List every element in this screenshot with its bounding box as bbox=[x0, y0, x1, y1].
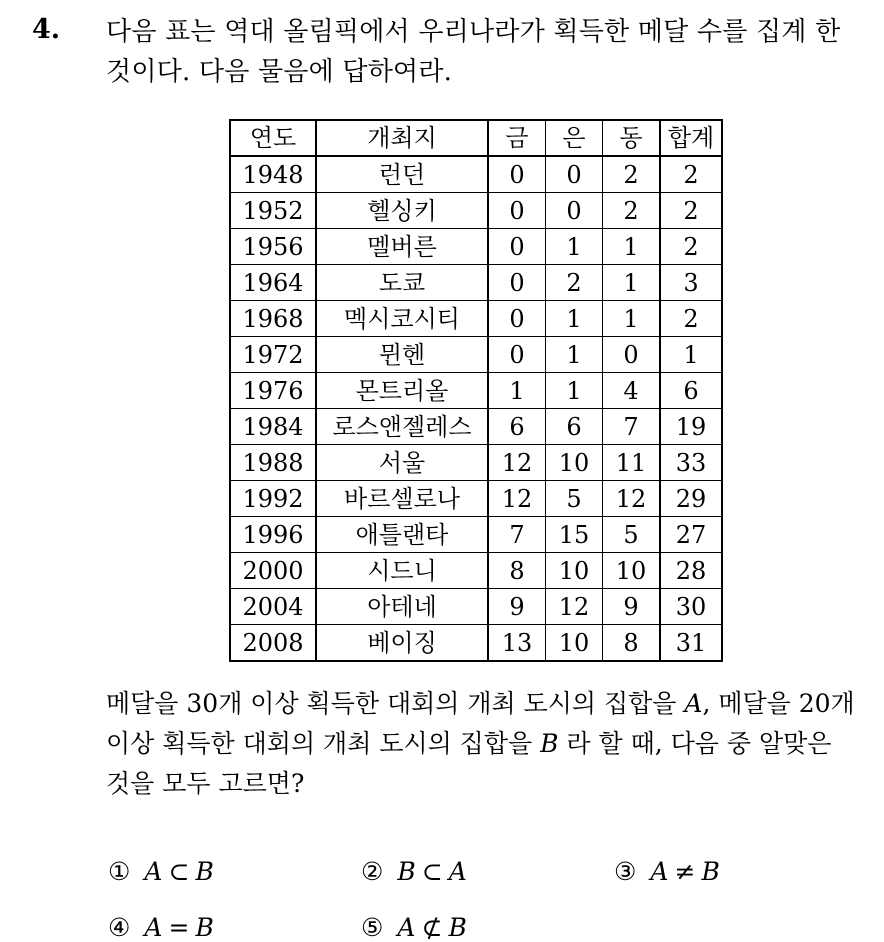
cell-year: 1948 bbox=[230, 156, 316, 193]
cell-bronze: 1 bbox=[603, 301, 661, 337]
cell-gold: 0 bbox=[488, 156, 546, 193]
cell-silver: 1 bbox=[546, 373, 603, 409]
cell-total: 33 bbox=[660, 445, 722, 481]
table-row bbox=[230, 481, 722, 517]
choice-5[interactable] bbox=[361, 913, 467, 942]
choice-left: A bbox=[144, 857, 163, 886]
table-row bbox=[230, 301, 722, 337]
choice-4[interactable] bbox=[108, 913, 214, 942]
cell-gold: 9 bbox=[488, 589, 546, 625]
header-bronze: 동 bbox=[603, 120, 661, 156]
table-row bbox=[230, 193, 722, 229]
cell-bronze: 11 bbox=[603, 445, 661, 481]
cell-city: 뮌헨 bbox=[316, 337, 488, 373]
cell-year: 2000 bbox=[230, 553, 316, 589]
choice-operator: ⊂ bbox=[421, 857, 443, 886]
cell-total: 2 bbox=[660, 229, 722, 265]
medal-table bbox=[229, 119, 723, 662]
cell-gold: 1 bbox=[488, 373, 546, 409]
choice-right: B bbox=[195, 857, 214, 886]
cell-total: 30 bbox=[660, 589, 722, 625]
cell-bronze: 4 bbox=[603, 373, 661, 409]
condition-text: 메달을 30개 이상 획득한 대회의 개최 도시의 집합을 bbox=[106, 689, 685, 718]
cell-year: 1976 bbox=[230, 373, 316, 409]
cell-total: 29 bbox=[660, 481, 722, 517]
cell-year: 1964 bbox=[230, 265, 316, 301]
cell-silver: 1 bbox=[546, 229, 603, 265]
cell-gold: 6 bbox=[488, 409, 546, 445]
cell-silver: 1 bbox=[546, 337, 603, 373]
cell-city: 멜버른 bbox=[316, 229, 488, 265]
cell-gold: 7 bbox=[488, 517, 546, 553]
cell-silver: 10 bbox=[546, 625, 603, 662]
cell-silver: 5 bbox=[546, 481, 603, 517]
cell-silver: 10 bbox=[546, 445, 603, 481]
condition-line-2 bbox=[106, 724, 876, 764]
cell-bronze: 5 bbox=[603, 517, 661, 553]
header-gold: 금 bbox=[488, 120, 546, 156]
table-header-row bbox=[230, 120, 722, 156]
cell-year: 1996 bbox=[230, 517, 316, 553]
header-year: 연도 bbox=[230, 120, 316, 156]
cell-silver: 12 bbox=[546, 589, 603, 625]
cell-silver: 2 bbox=[546, 265, 603, 301]
cell-silver: 15 bbox=[546, 517, 603, 553]
cell-total: 6 bbox=[660, 373, 722, 409]
cell-total: 3 bbox=[660, 265, 722, 301]
cell-city: 서울 bbox=[316, 445, 488, 481]
choice-right: B bbox=[701, 857, 720, 886]
cell-gold: 0 bbox=[488, 265, 546, 301]
cell-year: 1968 bbox=[230, 301, 316, 337]
table-row bbox=[230, 337, 722, 373]
choice-mark: ① bbox=[108, 857, 131, 886]
cell-year: 1984 bbox=[230, 409, 316, 445]
cell-city: 베이징 bbox=[316, 625, 488, 662]
stem-line-1: 다음 표는 역대 올림픽에서 우리나라가 획득한 메달 수를 집계 한 bbox=[106, 17, 841, 47]
choice-left: A bbox=[144, 913, 163, 942]
cell-city: 멕시코시티 bbox=[316, 301, 488, 337]
cell-year: 1952 bbox=[230, 193, 316, 229]
cell-bronze: 1 bbox=[603, 229, 661, 265]
cell-bronze: 1 bbox=[603, 265, 661, 301]
choice-mark: ⑤ bbox=[361, 913, 384, 942]
cell-city: 헬싱키 bbox=[316, 193, 488, 229]
cell-gold: 0 bbox=[488, 301, 546, 337]
set-b-symbol: B bbox=[540, 729, 559, 758]
cell-total: 28 bbox=[660, 553, 722, 589]
choice-1[interactable] bbox=[108, 857, 214, 886]
choice-3[interactable] bbox=[614, 857, 720, 886]
condition-text: , 메달을 20개 bbox=[702, 689, 855, 718]
header-city: 개최지 bbox=[316, 120, 488, 156]
cell-total: 19 bbox=[660, 409, 722, 445]
cell-year: 1992 bbox=[230, 481, 316, 517]
table-row bbox=[230, 445, 722, 481]
question-condition bbox=[106, 684, 876, 804]
table-row bbox=[230, 553, 722, 589]
set-a-symbol: A bbox=[684, 689, 703, 718]
cell-silver: 0 bbox=[546, 156, 603, 193]
cell-silver: 10 bbox=[546, 553, 603, 589]
cell-bronze: 2 bbox=[603, 193, 661, 229]
cell-city: 애틀랜타 bbox=[316, 517, 488, 553]
cell-gold: 0 bbox=[488, 337, 546, 373]
question-number: 4. bbox=[32, 14, 61, 45]
choice-left: A bbox=[397, 913, 416, 942]
stem-line-2: 것이다. 다음 물음에 답하여라. bbox=[106, 57, 453, 87]
cell-city: 몬트리올 bbox=[316, 373, 488, 409]
cell-year: 2008 bbox=[230, 625, 316, 662]
condition-line-3: 것을 모두 고르면? bbox=[106, 769, 305, 798]
choice-2[interactable] bbox=[361, 857, 467, 886]
table-row bbox=[230, 229, 722, 265]
cell-bronze: 2 bbox=[603, 156, 661, 193]
condition-line-1 bbox=[106, 684, 876, 724]
cell-bronze: 9 bbox=[603, 589, 661, 625]
cell-city: 런던 bbox=[316, 156, 488, 193]
cell-city: 시드니 bbox=[316, 553, 488, 589]
table-row bbox=[230, 589, 722, 625]
choice-right: B bbox=[195, 913, 214, 942]
table-row bbox=[230, 409, 722, 445]
cell-total: 27 bbox=[660, 517, 722, 553]
cell-gold: 8 bbox=[488, 553, 546, 589]
cell-silver: 1 bbox=[546, 301, 603, 337]
choice-left: B bbox=[397, 857, 416, 886]
cell-bronze: 12 bbox=[603, 481, 661, 517]
table-row bbox=[230, 373, 722, 409]
choice-right: A bbox=[448, 857, 467, 886]
question-stem bbox=[106, 12, 866, 92]
choice-mark: ③ bbox=[614, 857, 637, 886]
cell-silver: 6 bbox=[546, 409, 603, 445]
choice-operator: ⊄ bbox=[421, 913, 443, 942]
cell-year: 1988 bbox=[230, 445, 316, 481]
cell-gold: 12 bbox=[488, 481, 546, 517]
header-total: 합계 bbox=[660, 120, 722, 156]
choice-operator: ⊂ bbox=[168, 857, 190, 886]
choice-right: B bbox=[448, 913, 467, 942]
table-row bbox=[230, 265, 722, 301]
choice-mark: ④ bbox=[108, 913, 131, 942]
cell-gold: 12 bbox=[488, 445, 546, 481]
cell-bronze: 10 bbox=[603, 553, 661, 589]
cell-bronze: 0 bbox=[603, 337, 661, 373]
choice-operator: ≠ bbox=[674, 857, 696, 886]
cell-city: 바르셀로나 bbox=[316, 481, 488, 517]
cell-silver: 0 bbox=[546, 193, 603, 229]
cell-bronze: 7 bbox=[603, 409, 661, 445]
cell-gold: 0 bbox=[488, 193, 546, 229]
condition-text: 이상 획득한 대회의 개최 도시의 집합을 bbox=[106, 729, 541, 758]
cell-total: 1 bbox=[660, 337, 722, 373]
header-silver: 은 bbox=[546, 120, 603, 156]
table-row bbox=[230, 517, 722, 553]
cell-total: 2 bbox=[660, 301, 722, 337]
cell-total: 2 bbox=[660, 156, 722, 193]
cell-bronze: 8 bbox=[603, 625, 661, 662]
cell-gold: 0 bbox=[488, 229, 546, 265]
cell-city: 아테네 bbox=[316, 589, 488, 625]
choice-operator: = bbox=[168, 913, 190, 942]
cell-year: 1956 bbox=[230, 229, 316, 265]
cell-city: 로스앤젤레스 bbox=[316, 409, 488, 445]
table-row bbox=[230, 625, 722, 662]
cell-gold: 13 bbox=[488, 625, 546, 662]
cell-city: 도쿄 bbox=[316, 265, 488, 301]
condition-text: 라 할 때, 다음 중 알맞은 bbox=[558, 729, 832, 758]
cell-total: 2 bbox=[660, 193, 722, 229]
table-row bbox=[230, 156, 722, 193]
choice-mark: ② bbox=[361, 857, 384, 886]
cell-total: 31 bbox=[660, 625, 722, 662]
cell-year: 2004 bbox=[230, 589, 316, 625]
choice-left: A bbox=[650, 857, 669, 886]
cell-year: 1972 bbox=[230, 337, 316, 373]
